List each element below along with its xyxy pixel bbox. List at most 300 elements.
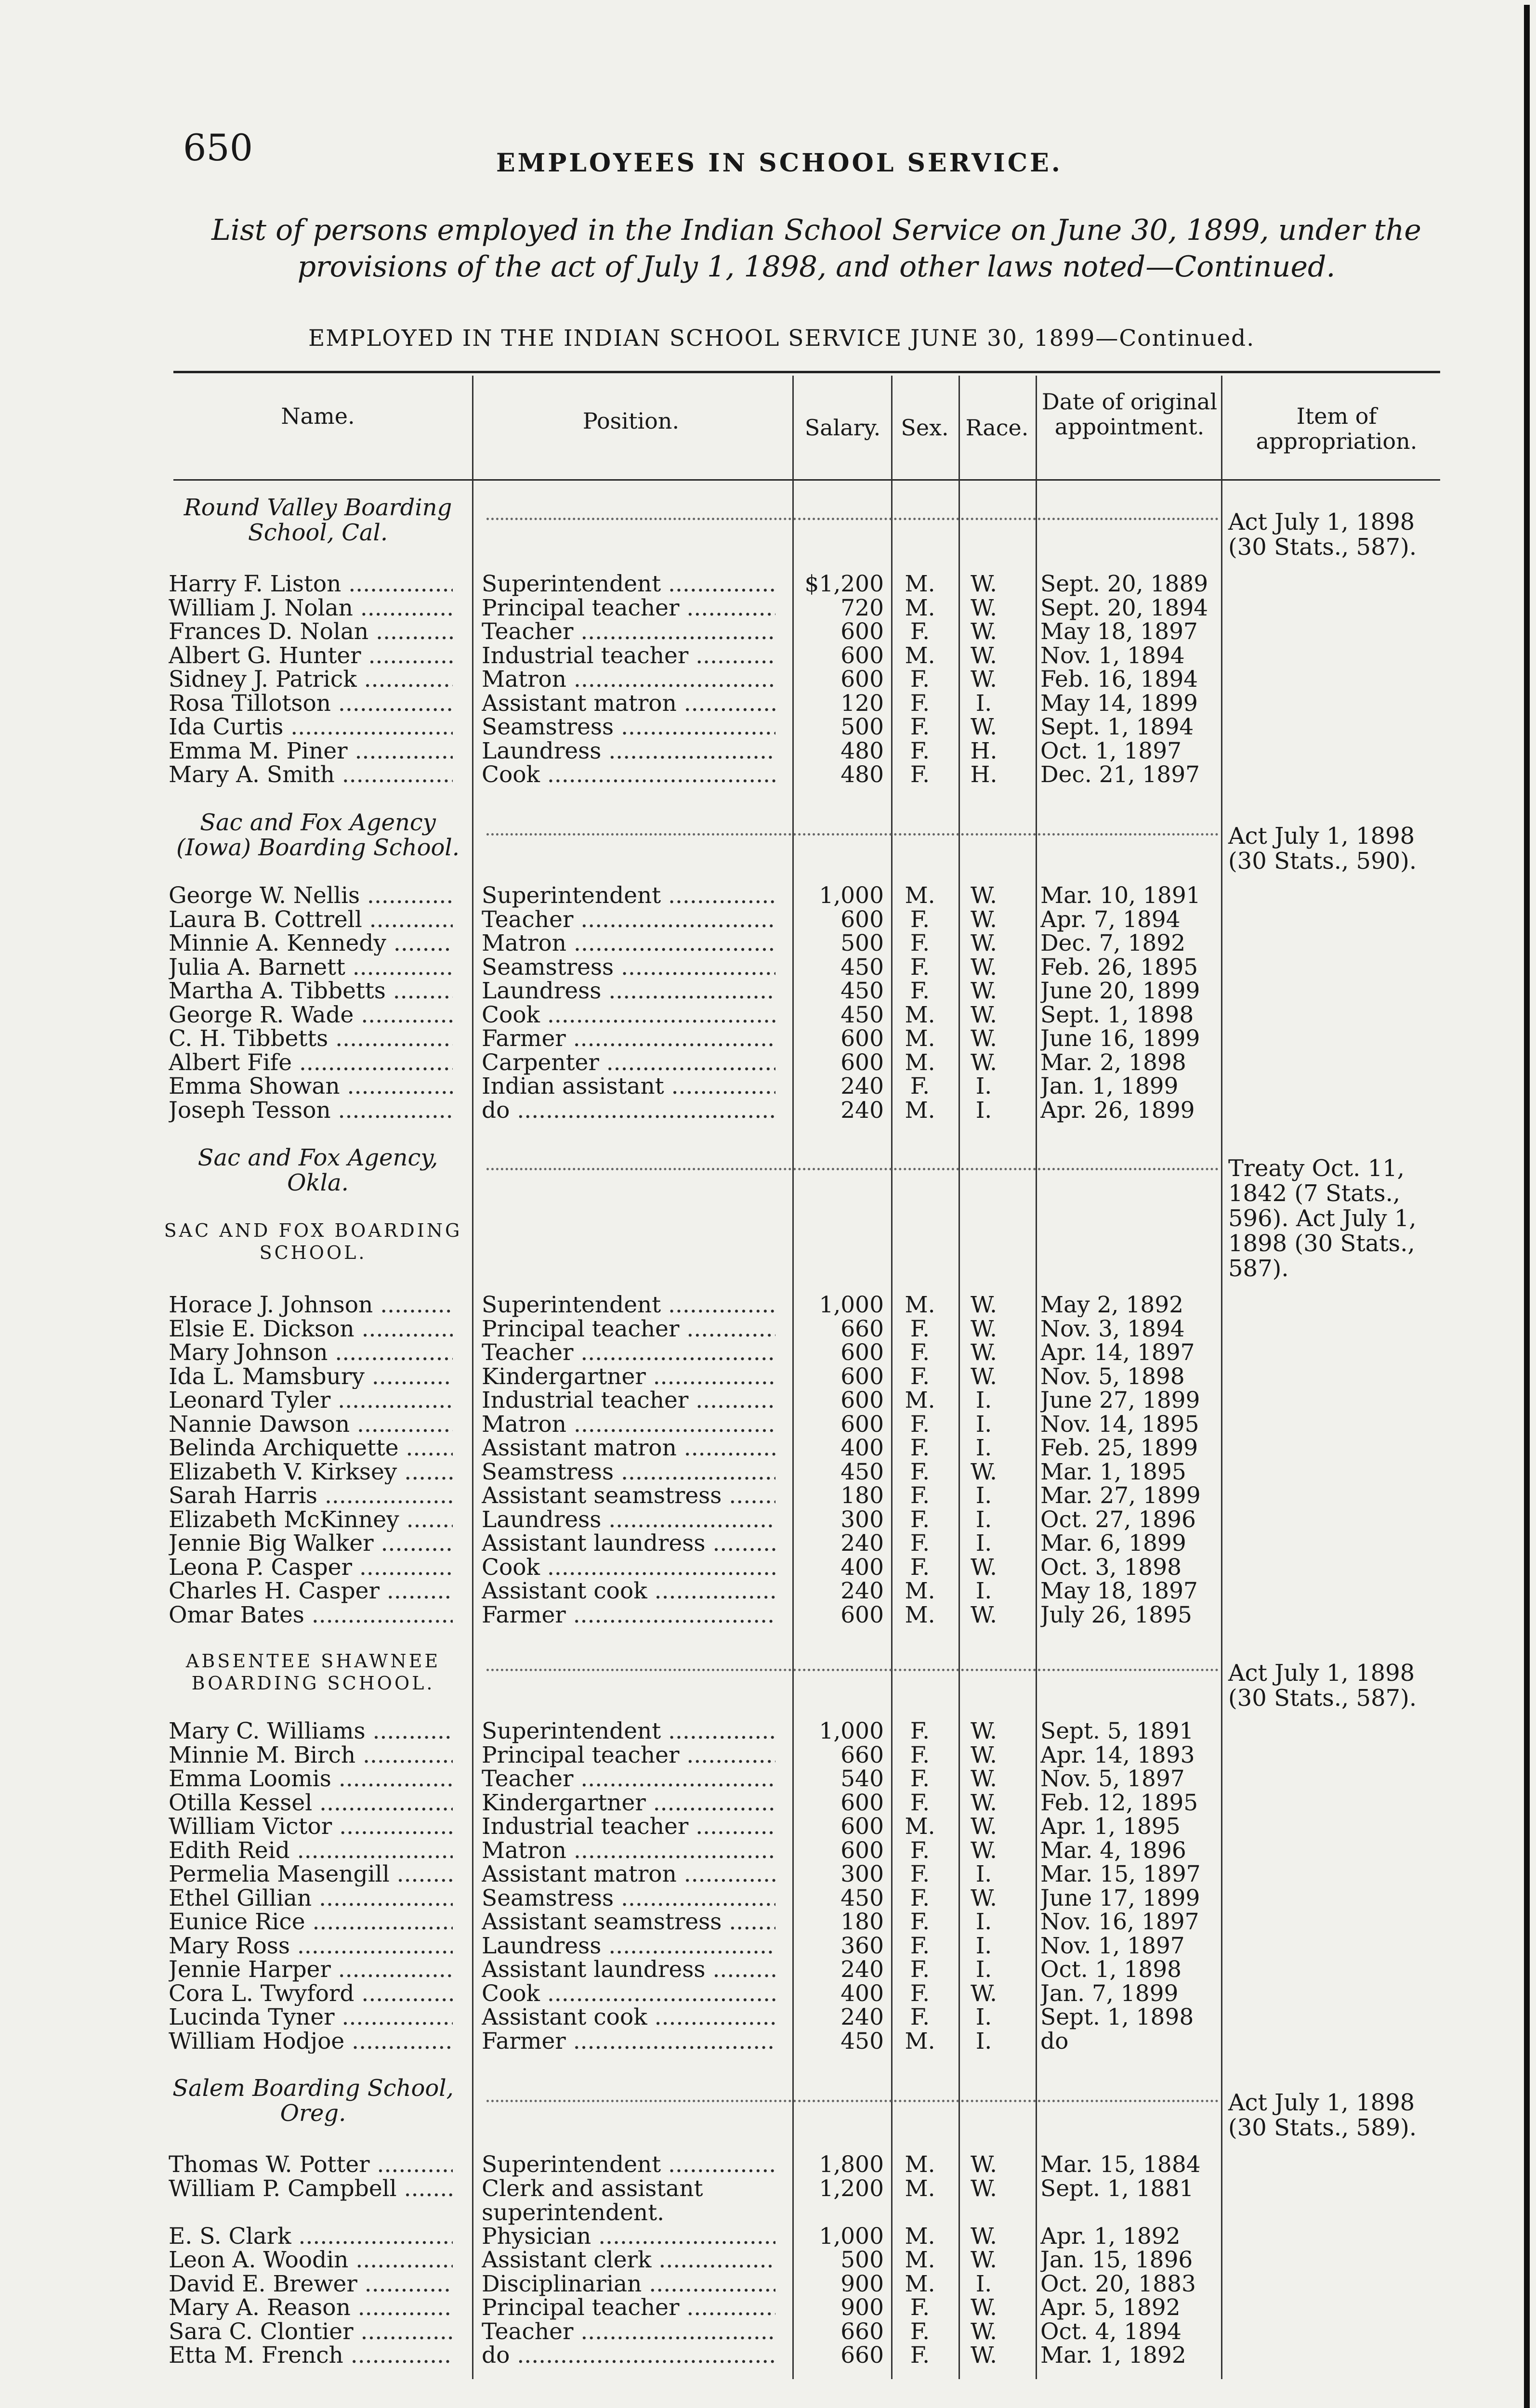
employee-salary: 1,000 bbox=[819, 2224, 884, 2249]
employee-name: Joseph Tesson ..... bbox=[169, 1099, 453, 1123]
employee-name: George R. Wade ..... bbox=[169, 1003, 453, 1027]
employee-race: W. bbox=[970, 1815, 998, 1839]
appointment-date: May 14, 1899 bbox=[1040, 691, 1198, 716]
employee-sex: F. bbox=[910, 931, 930, 955]
employee-salary: 480 bbox=[840, 763, 884, 787]
employee-salary: 450 bbox=[840, 1460, 884, 1484]
employee-position: Seamstress ..... bbox=[482, 955, 775, 980]
employee-salary: 600 bbox=[840, 1815, 884, 1839]
appointment-date: Apr. 1, 1895 bbox=[1040, 1815, 1181, 1839]
employee-sex: F. bbox=[910, 1958, 930, 1982]
employee-sex: F. bbox=[910, 1531, 930, 1556]
appointment-date: do bbox=[1040, 2029, 1069, 2054]
table-row bbox=[0, 908, 1536, 932]
employee-sex: F. bbox=[910, 1317, 930, 1341]
employee-race: W. bbox=[970, 1341, 998, 1365]
col-header-sex: Sex. bbox=[901, 415, 949, 441]
employee-salary: 900 bbox=[840, 2296, 884, 2320]
employee-name: Edith Reid ..... bbox=[169, 1839, 453, 1863]
school-heading: ABSENTEE SHAWNEE BOARDING SCHOOL. bbox=[185, 1650, 441, 1694]
employee-salary: 240 bbox=[840, 1958, 884, 1982]
table-row bbox=[0, 2296, 1536, 2320]
employee-position: Matron ..... bbox=[482, 1413, 775, 1437]
employee-race: W. bbox=[970, 979, 998, 1003]
employee-position: Kindergartner ..... bbox=[482, 1791, 775, 1815]
appointment-date: Mar. 1, 1892 bbox=[1040, 2343, 1186, 2368]
appointment-date: Nov. 14, 1895 bbox=[1040, 1412, 1199, 1437]
employee-sex: M. bbox=[905, 1050, 935, 1075]
header-bottom-rule bbox=[173, 479, 1440, 481]
employee-name: Sarah Harris ..... bbox=[169, 1484, 453, 1508]
employee-sex: F. bbox=[910, 1981, 930, 2006]
appropriation-item: Act July 1, 1898 (30 Stats., 589). bbox=[1228, 2089, 1417, 2141]
employee-sex: M. bbox=[905, 1003, 935, 1027]
appointment-date: Apr. 7, 1894 bbox=[1040, 907, 1181, 932]
employee-race: W. bbox=[970, 1003, 998, 1027]
employee-position: Seamstress ..... bbox=[482, 1886, 775, 1911]
employee-race: W. bbox=[970, 1460, 998, 1484]
col-header-race: Race. bbox=[965, 415, 1029, 441]
table-row bbox=[0, 979, 1536, 1003]
table-row bbox=[0, 1862, 1536, 1886]
table-row bbox=[0, 763, 1536, 787]
employee-salary: $1,200 bbox=[804, 572, 884, 596]
employee-name: William Hodjoe ..... bbox=[169, 2029, 453, 2054]
employee-name: Laura B. Cottrell ..... bbox=[169, 908, 453, 932]
appointment-date: Nov. 5, 1898 bbox=[1040, 1364, 1185, 1389]
employee-name: Minnie M. Birch ..... bbox=[169, 1743, 453, 1767]
employee-position: Superintendent ..... bbox=[482, 572, 775, 596]
table-row bbox=[0, 692, 1536, 716]
table-row bbox=[0, 1413, 1536, 1437]
employee-salary: 900 bbox=[840, 2272, 884, 2296]
employee-salary: 450 bbox=[840, 1003, 884, 1027]
employee-race: W. bbox=[970, 1981, 998, 2006]
employee-race: I. bbox=[975, 1862, 992, 1886]
employee-sex: F. bbox=[910, 667, 930, 692]
table-row bbox=[0, 2005, 1536, 2029]
employee-position: Superintendent ..... bbox=[482, 2153, 775, 2177]
employee-sex: F. bbox=[910, 620, 930, 644]
employee-position: Laundress ..... bbox=[482, 979, 775, 1003]
employee-position: Farmer ..... bbox=[482, 1027, 775, 1051]
employee-sex: F. bbox=[910, 1436, 930, 1460]
employee-name: Lucinda Tyner ..... bbox=[169, 2005, 453, 2029]
appointment-date: Jan. 15, 1896 bbox=[1040, 2248, 1193, 2272]
table-row bbox=[0, 1099, 1536, 1123]
employee-position: Industrial teacher ..... bbox=[482, 1388, 775, 1413]
employee-position: Cook ..... bbox=[482, 763, 775, 787]
employee-name: Leon A. Woodin ..... bbox=[169, 2248, 453, 2272]
employee-race: I. bbox=[975, 2272, 992, 2296]
employee-name: David E. Brewer ..... bbox=[169, 2272, 453, 2296]
employee-race: W. bbox=[970, 1886, 998, 1911]
employee-salary: 240 bbox=[840, 1074, 884, 1099]
employee-position: Teacher ..... bbox=[482, 1341, 775, 1365]
employee-sex: F. bbox=[910, 1555, 930, 1580]
employee-race: W. bbox=[970, 2176, 998, 2201]
employee-race: W. bbox=[970, 1050, 998, 1075]
leader-dots bbox=[486, 1669, 1219, 1671]
table-row bbox=[0, 1027, 1536, 1051]
employee-race: W. bbox=[970, 2248, 998, 2272]
school-heading: Sac and Fox Agency, Okla. bbox=[197, 1144, 438, 1196]
col-header-position: Position. bbox=[582, 408, 680, 434]
employee-salary: 1,000 bbox=[819, 1719, 884, 1743]
table-row bbox=[0, 1388, 1536, 1413]
table-row bbox=[0, 2320, 1536, 2344]
appointment-date: Nov. 3, 1894 bbox=[1040, 1317, 1185, 1341]
employee-name: Emma M. Piner ..... bbox=[169, 739, 453, 763]
employee-sex: F. bbox=[910, 2296, 930, 2320]
employee-salary: 450 bbox=[840, 1886, 884, 1911]
employee-name: Elizabeth V. Kirksey ..... bbox=[169, 1460, 453, 1484]
employee-race: W. bbox=[970, 643, 998, 668]
employee-position: Principal teacher ..... bbox=[482, 2296, 775, 2320]
table-row bbox=[0, 1051, 1536, 1075]
employee-sex: F. bbox=[910, 1364, 930, 1389]
appointment-date: Sept. 1, 1898 bbox=[1040, 2005, 1194, 2029]
employee-race: W. bbox=[970, 907, 998, 932]
table-row bbox=[0, 2272, 1536, 2296]
appointment-date: Sept. 20, 1889 bbox=[1040, 572, 1208, 596]
table-row bbox=[0, 1815, 1536, 1839]
employee-race: I. bbox=[975, 2029, 992, 2054]
employee-name: Mary C. Williams ..... bbox=[169, 1719, 453, 1743]
appropriation-item: Act July 1, 1898 (30 Stats., 587). bbox=[1228, 509, 1417, 561]
employee-race: W. bbox=[970, 1767, 998, 1791]
employee-sex: F. bbox=[910, 1412, 930, 1437]
table-row bbox=[0, 1341, 1536, 1365]
employee-race: I. bbox=[975, 1074, 992, 1099]
employee-race: W. bbox=[970, 596, 998, 620]
employee-position: Assistant matron ..... bbox=[482, 1436, 775, 1460]
employee-sex: F. bbox=[910, 715, 930, 739]
employee-sex: F. bbox=[910, 2343, 930, 2368]
appointment-date: Sept. 1, 1894 bbox=[1040, 715, 1194, 739]
employee-name: Otilla Kessel ..... bbox=[169, 1791, 453, 1815]
employee-race: W. bbox=[970, 1743, 998, 1767]
table-row bbox=[0, 620, 1536, 644]
employee-position: Teacher ..... bbox=[482, 1767, 775, 1791]
employee-position: Teacher ..... bbox=[482, 2320, 775, 2344]
table-row bbox=[0, 1317, 1536, 1341]
employee-race: I. bbox=[975, 1579, 992, 1603]
appointment-date: Mar. 10, 1891 bbox=[1040, 884, 1201, 908]
employee-race: W. bbox=[970, 2153, 998, 2177]
table-row bbox=[0, 1886, 1536, 1911]
employee-name: William J. Nolan ..... bbox=[169, 596, 453, 620]
employee-name: Ethel Gillian ..... bbox=[169, 1886, 453, 1911]
employee-race: W. bbox=[970, 620, 998, 644]
school-heading: Round Valley Boarding School, Cal. bbox=[184, 494, 452, 546]
employee-salary: 240 bbox=[840, 1579, 884, 1603]
employee-sex: F. bbox=[910, 979, 930, 1003]
employee-salary: 240 bbox=[840, 2005, 884, 2029]
table-subheading: EMPLOYED IN THE INDIAN SCHOOL SERVICE JUNE 30, 1899—Continued. bbox=[308, 325, 1255, 352]
employee-sex: M. bbox=[905, 884, 935, 908]
employee-sex: F. bbox=[910, 1934, 930, 1958]
employee-sex: F. bbox=[910, 1074, 930, 1099]
table-row bbox=[0, 715, 1536, 739]
employee-race: W. bbox=[970, 931, 998, 955]
employee-salary: 500 bbox=[840, 715, 884, 739]
table-row bbox=[0, 2177, 1536, 2225]
appointment-date: Apr. 5, 1892 bbox=[1040, 2296, 1181, 2320]
employee-salary: 540 bbox=[840, 1767, 884, 1791]
employee-race: I. bbox=[975, 1934, 992, 1958]
employee-salary: 450 bbox=[840, 955, 884, 980]
employee-name: Frances D. Nolan ..... bbox=[169, 620, 453, 644]
employee-position: Laundress ..... bbox=[482, 1508, 775, 1532]
employee-position: Assistant seamstress ..... bbox=[482, 1910, 775, 1934]
employee-position: Laundress ..... bbox=[482, 1934, 775, 1958]
employee-name: Jennie Big Walker ..... bbox=[169, 1531, 453, 1556]
employee-name: Leona P. Casper ..... bbox=[169, 1556, 453, 1580]
appropriation-item: Act July 1, 1898 (30 Stats., 587). bbox=[1228, 1660, 1417, 1712]
employee-position: Assistant laundress ..... bbox=[482, 1958, 775, 1982]
employee-race: W. bbox=[970, 1603, 998, 1627]
appointment-date: Mar. 15, 1897 bbox=[1040, 1862, 1201, 1886]
employee-salary: 600 bbox=[840, 643, 884, 668]
employee-race: I. bbox=[975, 1958, 992, 1982]
employee-name: Minnie A. Kennedy ..... bbox=[169, 931, 453, 955]
school-heading: Sac and Fox Agency (Iowa) Boarding School. bbox=[176, 809, 460, 861]
employee-position: Clerk and assistant superintendent. bbox=[482, 2176, 703, 2225]
employee-sex: F. bbox=[910, 1910, 930, 1934]
employee-race: H. bbox=[970, 763, 998, 787]
table-row bbox=[0, 1603, 1536, 1627]
employee-sex: F. bbox=[910, 907, 930, 932]
table-row bbox=[0, 1791, 1536, 1815]
employee-sex: M. bbox=[905, 1815, 935, 1839]
table-row bbox=[0, 1719, 1536, 1743]
employee-salary: 1,800 bbox=[819, 2153, 884, 2177]
appointment-date: Mar. 6, 1899 bbox=[1040, 1531, 1186, 1556]
employee-name: Horace J. Johnson ..... bbox=[169, 1293, 453, 1317]
employee-name: William Victor ..... bbox=[169, 1815, 453, 1839]
employee-sex: F. bbox=[910, 1484, 930, 1508]
employee-name: C. H. Tibbetts ..... bbox=[169, 1027, 453, 1051]
table-row bbox=[0, 1365, 1536, 1389]
employee-salary: 600 bbox=[840, 667, 884, 692]
employee-race: W. bbox=[970, 955, 998, 980]
table-row bbox=[0, 1531, 1536, 1556]
table-row bbox=[0, 1003, 1536, 1027]
employee-salary: 240 bbox=[840, 1098, 884, 1123]
appropriation-item: Act July 1, 1898 (30 Stats., 590). bbox=[1228, 823, 1417, 875]
employee-name: Elsie E. Dickson ..... bbox=[169, 1317, 453, 1341]
table-row bbox=[0, 1910, 1536, 1934]
employee-sex: F. bbox=[910, 955, 930, 980]
employee-race: W. bbox=[970, 1293, 998, 1317]
employee-salary: 180 bbox=[840, 1910, 884, 1934]
appointment-date: Sept. 1, 1898 bbox=[1040, 1003, 1194, 1027]
employee-name: Sidney J. Patrick ..... bbox=[169, 667, 453, 692]
employee-salary: 1,200 bbox=[819, 2176, 884, 2201]
employee-sex: F. bbox=[910, 2005, 930, 2029]
appointment-date: Feb. 26, 1895 bbox=[1040, 955, 1198, 980]
table-row bbox=[0, 1074, 1536, 1099]
table-row bbox=[0, 2343, 1536, 2368]
appointment-date: Apr. 14, 1893 bbox=[1040, 1743, 1195, 1767]
employee-salary: 600 bbox=[840, 1412, 884, 1437]
appointment-date: Oct. 3, 1898 bbox=[1040, 1555, 1182, 1580]
appointment-date: June 17, 1899 bbox=[1040, 1886, 1200, 1911]
employee-sex: M. bbox=[905, 2248, 935, 2272]
employee-position: Farmer ..... bbox=[482, 1603, 775, 1627]
employee-race: I. bbox=[975, 1412, 992, 1437]
employee-position: Physician ..... bbox=[482, 2225, 775, 2249]
employee-race: W. bbox=[970, 1027, 998, 1051]
employee-race: I. bbox=[975, 1507, 992, 1532]
employee-sex: M. bbox=[905, 1603, 935, 1627]
employee-sex: M. bbox=[905, 1388, 935, 1413]
employee-sex: M. bbox=[905, 572, 935, 596]
employee-salary: 240 bbox=[840, 1531, 884, 1556]
employee-sex: M. bbox=[905, 1027, 935, 1051]
employee-salary: 360 bbox=[840, 1934, 884, 1958]
employee-race: W. bbox=[970, 1364, 998, 1389]
employee-race: I. bbox=[975, 2005, 992, 2029]
employee-position: Farmer ..... bbox=[482, 2029, 775, 2054]
employee-sex: M. bbox=[905, 2224, 935, 2249]
employee-sex: M. bbox=[905, 1579, 935, 1603]
table-row bbox=[0, 1436, 1536, 1460]
employee-salary: 480 bbox=[840, 739, 884, 763]
employee-name: Thomas W. Potter ..... bbox=[169, 2153, 453, 2177]
employee-salary: 120 bbox=[840, 691, 884, 716]
employee-sex: M. bbox=[905, 643, 935, 668]
employee-salary: 400 bbox=[840, 1981, 884, 2006]
employee-salary: 600 bbox=[840, 1603, 884, 1627]
employee-race: W. bbox=[970, 2296, 998, 2320]
school-subheading: SAC AND FOX BOARDING SCHOOL. bbox=[164, 1220, 462, 1263]
employee-salary: 450 bbox=[840, 2029, 884, 2054]
employee-name: Eunice Rice ..... bbox=[169, 1910, 453, 1934]
employee-position: Cook ..... bbox=[482, 1982, 775, 2006]
appointment-date: Oct. 27, 1896 bbox=[1040, 1507, 1196, 1532]
employee-sex: F. bbox=[910, 691, 930, 716]
employee-position: Matron ..... bbox=[482, 667, 775, 692]
appointment-date: Mar. 27, 1899 bbox=[1040, 1484, 1201, 1508]
employee-salary: 600 bbox=[840, 1838, 884, 1863]
appointment-date: Sept. 1, 1881 bbox=[1040, 2176, 1194, 2201]
employee-position: do ..... bbox=[482, 2343, 775, 2368]
page-number: 650 bbox=[183, 126, 253, 169]
table-row bbox=[0, 1293, 1536, 1317]
appointment-date: June 16, 1899 bbox=[1040, 1027, 1200, 1051]
employee-name: Belinda Archiquette ..... bbox=[169, 1436, 453, 1460]
employee-name: William P. Campbell ..... bbox=[169, 2177, 453, 2201]
employee-name: Ida L. Mamsbury ..... bbox=[169, 1365, 453, 1389]
employee-salary: 400 bbox=[840, 1436, 884, 1460]
employee-salary: 300 bbox=[840, 1507, 884, 1532]
appointment-date: May 18, 1897 bbox=[1040, 620, 1198, 644]
appointment-date: Apr. 1, 1892 bbox=[1040, 2224, 1181, 2249]
employee-name: Elizabeth McKinney ..... bbox=[169, 1508, 453, 1532]
employee-position: Matron ..... bbox=[482, 931, 775, 955]
employee-sex: M. bbox=[905, 2272, 935, 2296]
employee-position: do ..... bbox=[482, 1099, 775, 1123]
employee-position: Teacher ..... bbox=[482, 908, 775, 932]
employee-salary: 660 bbox=[840, 2319, 884, 2344]
employee-race: I. bbox=[975, 1531, 992, 1556]
employee-position: Industrial teacher ..... bbox=[482, 644, 775, 668]
employee-sex: F. bbox=[910, 1838, 930, 1863]
employee-position: Indian assistant ..... bbox=[482, 1074, 775, 1099]
appointment-date: Nov. 5, 1897 bbox=[1040, 1767, 1185, 1791]
table-row bbox=[0, 1839, 1536, 1863]
table-row bbox=[0, 2225, 1536, 2249]
employee-sex: F. bbox=[910, 1460, 930, 1484]
appointment-date: June 27, 1899 bbox=[1040, 1388, 1200, 1413]
employee-salary: 600 bbox=[840, 1388, 884, 1413]
employee-sex: F. bbox=[910, 1862, 930, 1886]
employee-race: H. bbox=[970, 739, 998, 763]
table-row bbox=[0, 1484, 1536, 1508]
appointment-date: June 20, 1899 bbox=[1040, 979, 1200, 1003]
appointment-date: Nov. 16, 1897 bbox=[1040, 1910, 1199, 1934]
employee-name: Omar Bates ..... bbox=[169, 1603, 453, 1627]
table-row bbox=[0, 884, 1536, 908]
table-row bbox=[0, 1556, 1536, 1580]
appointment-date: Oct. 1, 1897 bbox=[1040, 739, 1182, 763]
table-row bbox=[0, 955, 1536, 980]
appointment-date: Oct. 4, 1894 bbox=[1040, 2319, 1182, 2344]
employee-name: Martha A. Tibbetts ..... bbox=[169, 979, 453, 1003]
employee-position: Laundress ..... bbox=[482, 739, 775, 763]
employee-name: Leonard Tyler ..... bbox=[169, 1388, 453, 1413]
table-row bbox=[0, 572, 1536, 596]
appointment-date: Sept. 5, 1891 bbox=[1040, 1719, 1194, 1743]
employee-salary: 400 bbox=[840, 1555, 884, 1580]
employee-name: Mary Ross ..... bbox=[169, 1934, 453, 1958]
employee-sex: F. bbox=[910, 1507, 930, 1532]
employee-name: Cora L. Twyford ..... bbox=[169, 1982, 453, 2006]
employee-name: Mary A. Reason ..... bbox=[169, 2296, 453, 2320]
appointment-date: Mar. 2, 1898 bbox=[1040, 1050, 1186, 1075]
table-row bbox=[0, 667, 1536, 692]
employee-position: Industrial teacher ..... bbox=[482, 1815, 775, 1839]
employee-salary: 500 bbox=[840, 931, 884, 955]
employee-name: Jennie Harper ..... bbox=[169, 1958, 453, 1982]
employee-race: W. bbox=[970, 2343, 998, 2368]
appointment-date: Feb. 25, 1899 bbox=[1040, 1436, 1198, 1460]
employee-race: W. bbox=[970, 572, 998, 596]
employee-race: W. bbox=[970, 667, 998, 692]
table-caption: List of persons employed in the Indian School Service on June 30, 1899, under the provisions of the act of July 1, 1898, and other laws noted—Continued. bbox=[211, 213, 1421, 284]
appointment-date: July 26, 1895 bbox=[1040, 1603, 1192, 1627]
appointment-date: Jan. 7, 1899 bbox=[1040, 1981, 1179, 2006]
running-head: EMPLOYEES IN SCHOOL SERVICE. bbox=[496, 148, 1063, 178]
table-row bbox=[0, 1579, 1536, 1603]
employee-sex: M. bbox=[905, 596, 935, 620]
employee-race: W. bbox=[970, 1791, 998, 1815]
employee-race: W. bbox=[970, 1555, 998, 1580]
employee-position: Assistant matron ..... bbox=[482, 692, 775, 716]
col-header-name: Name. bbox=[281, 403, 355, 429]
employee-name: Charles H. Casper ..... bbox=[169, 1579, 453, 1603]
employee-name: Emma Showan ..... bbox=[169, 1074, 453, 1099]
employee-race: I. bbox=[975, 1910, 992, 1934]
employee-position: Seamstress ..... bbox=[482, 1460, 775, 1484]
employee-sex: F. bbox=[910, 1743, 930, 1767]
employee-salary: 600 bbox=[840, 1027, 884, 1051]
employee-name: Nannie Dawson ..... bbox=[169, 1413, 453, 1437]
employee-position: Assistant seamstress ..... bbox=[482, 1484, 775, 1508]
employee-name: Permelia Masengill ..... bbox=[169, 1862, 453, 1886]
